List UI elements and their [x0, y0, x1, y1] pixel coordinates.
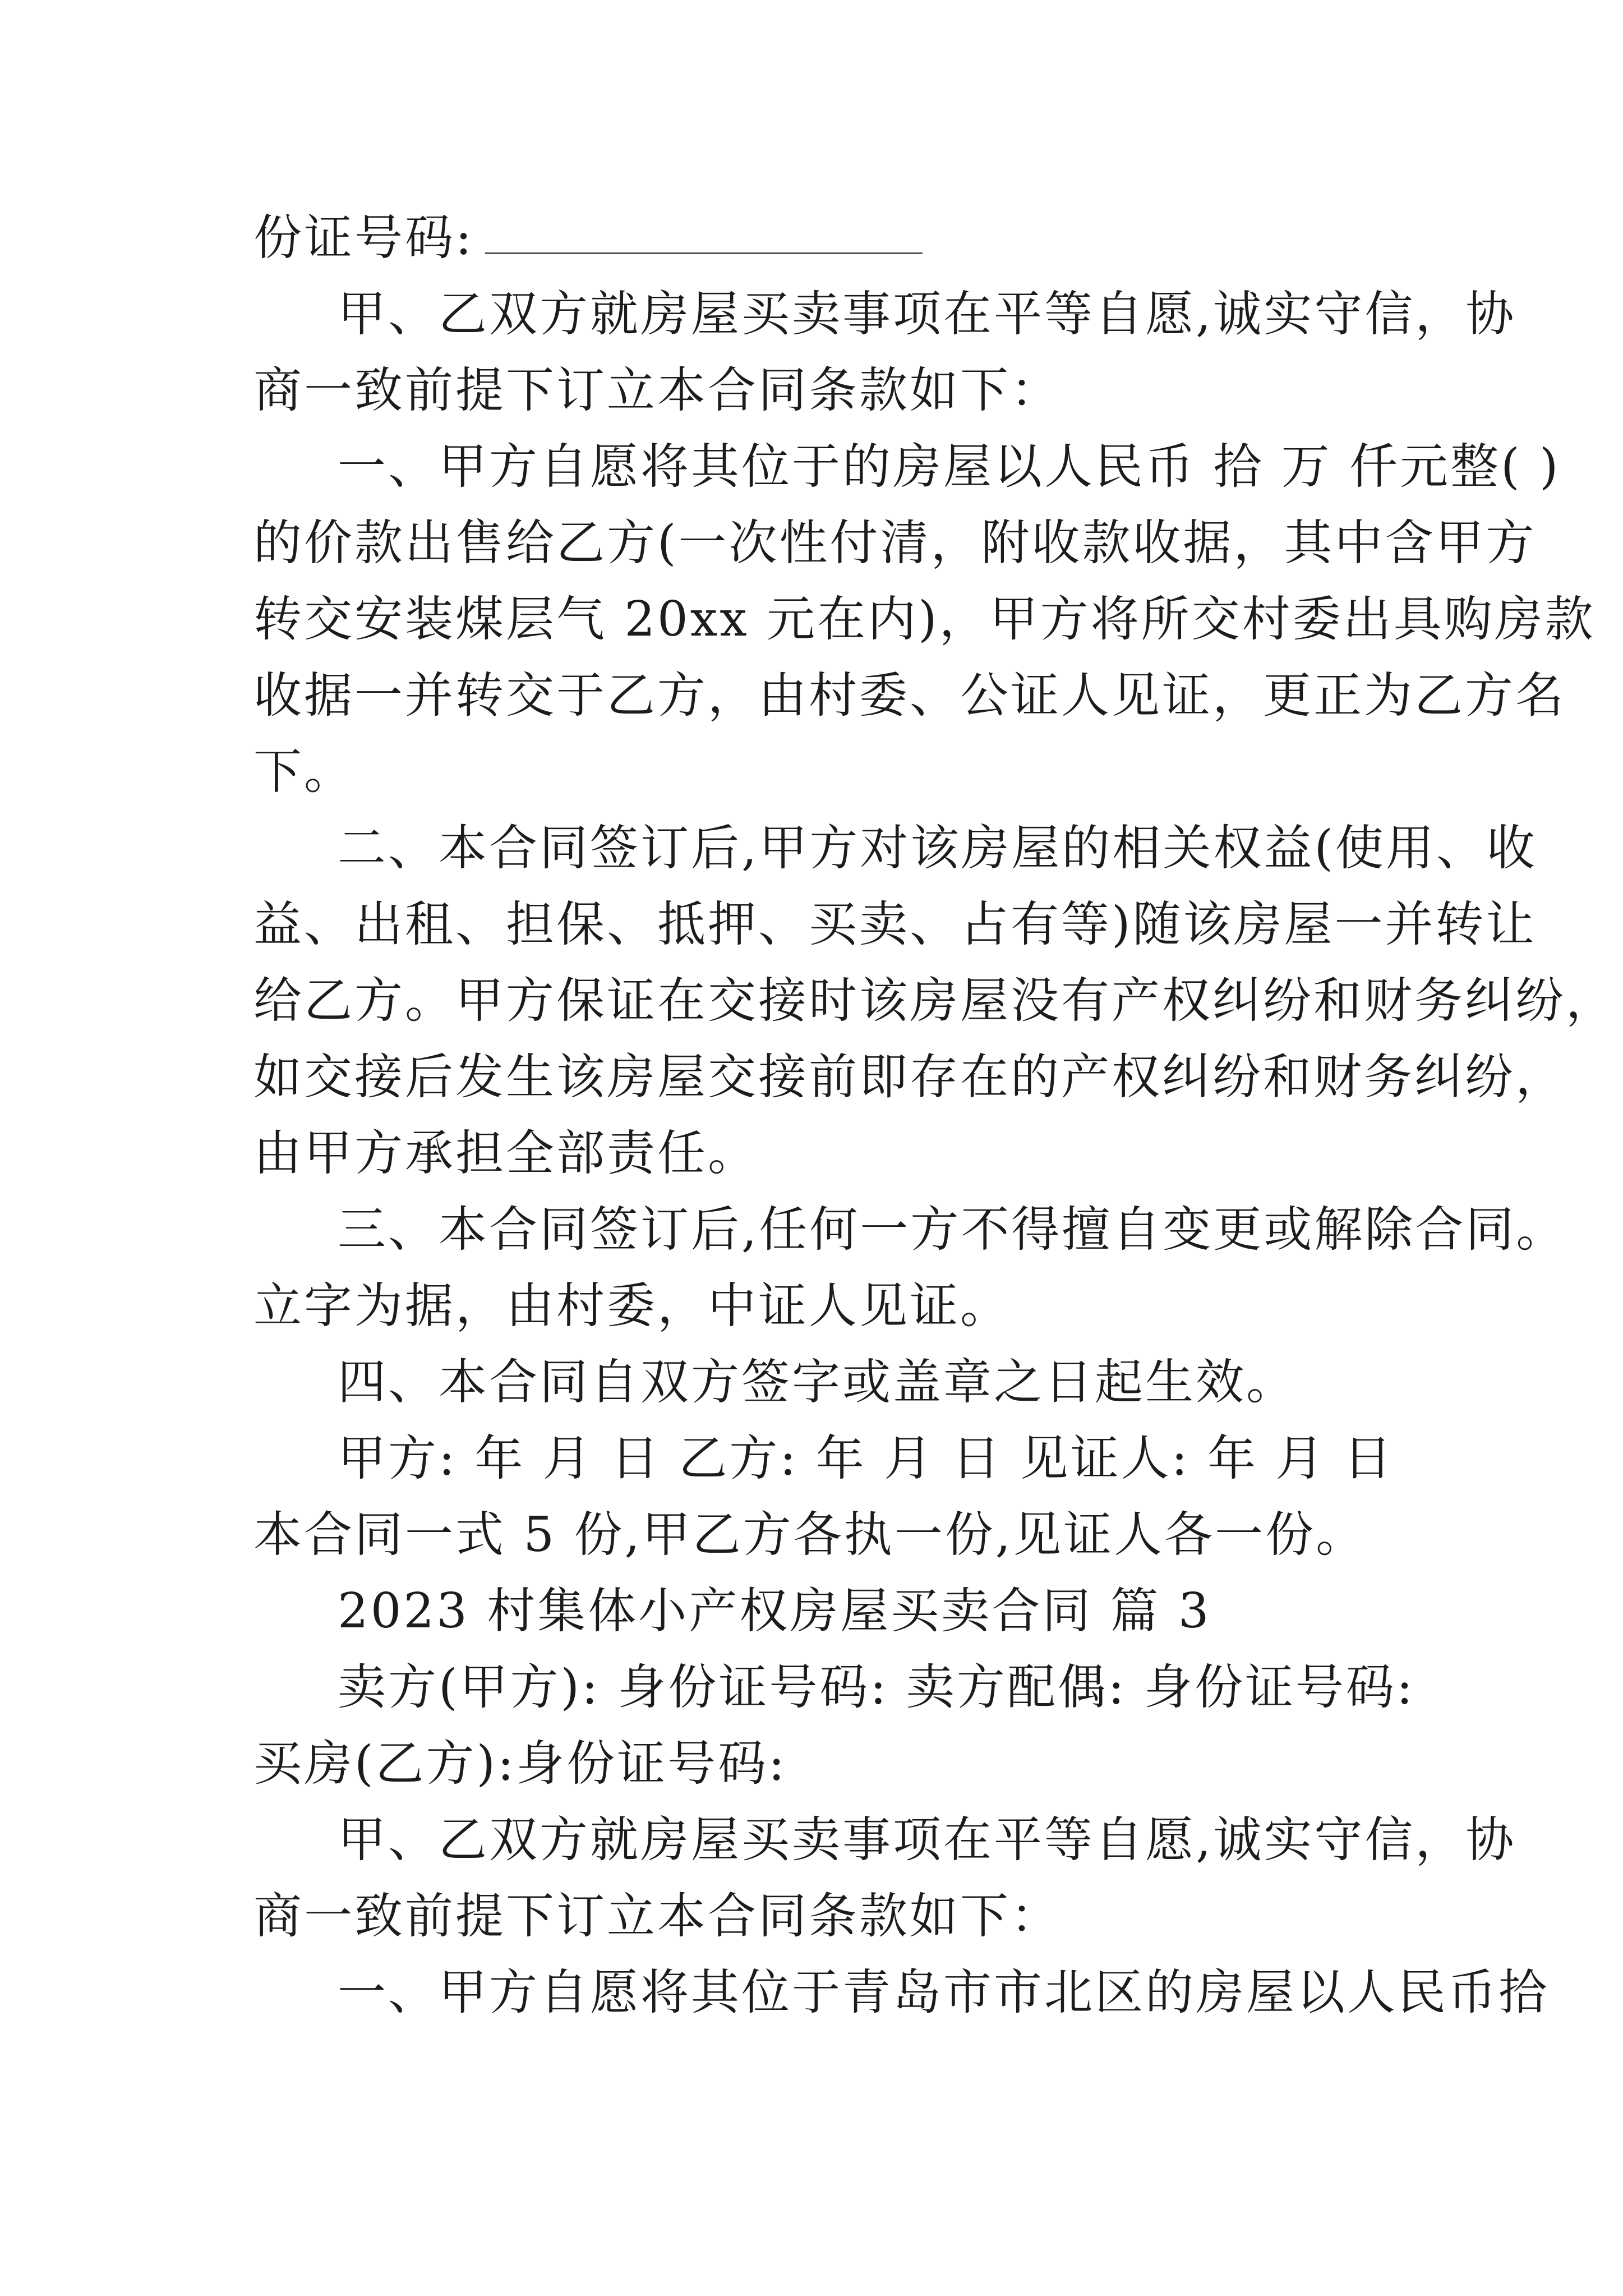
text-line: 立字为据，由村委，中证人见证。: [253, 1278, 1011, 1334]
text-line: 甲、乙双方就房屋买卖事项在平等自愿,诚实守信，协: [338, 1812, 1516, 1868]
text-line: 转交安装煤层气 20xx 元在内)，甲方将所交村委出具购房款: [253, 591, 1596, 647]
section-heading: 2023 村集体小产权房屋买卖合同 篇 3: [338, 1583, 1211, 1639]
text-line: 四、本合同自双方签字或盖章之日起生效。: [338, 1354, 1297, 1410]
text-line: 给乙方。甲方保证在交接时该房屋没有产权纠纷和财务纠纷，: [253, 973, 1616, 1029]
text-line: 买房(乙方):身份证号码:: [253, 1736, 787, 1792]
text-line: 一、甲方自愿将其位于的房屋以人民币 拾 万 仟元整( ): [338, 439, 1561, 495]
text-line: 收据一并转交于乙方，由村委、公证人见证，更正为乙方名: [253, 668, 1566, 724]
text-line: 甲方: 年 月 日 乙方: 年 月 日 见证人: 年 月 日: [338, 1430, 1394, 1487]
text-line: [253, 200, 1375, 276]
text-line: 二、本合同签订后,甲方对该房屋的相关权益(使用、收: [338, 820, 1537, 876]
text-line: 益、出租、担保、抵押、买卖、占有等)随该房屋一并转让: [253, 896, 1537, 953]
text-line: 三、本合同签订后,任何一方不得擅自变更或解除合同。: [338, 1202, 1567, 1258]
text-line: 商一致前提下订立本合同条款如下：: [253, 362, 1061, 418]
text-line-content: 份证号码:: [253, 210, 474, 266]
text-line: 本合同一式 5 份,甲乙方各执一份,见证人各一份。: [253, 1507, 1367, 1563]
text-line: 的价款出售给乙方(一次性付清，附收款收据，其中含甲方: [253, 515, 1537, 571]
blank-underline: [485, 213, 923, 254]
text-line: 一、甲方自愿将其位于青岛市市北区的房屋以人民币拾: [338, 1964, 1549, 2021]
text-line: 如交接后发生该房屋交接前即存在的产权纠纷和财务纠纷，: [253, 1049, 1566, 1105]
contract-text: [253, 200, 1616, 2031]
text-line: 甲、乙双方就房屋买卖事项在平等自愿,诚实守信，协: [338, 286, 1516, 342]
text-line: 下。: [253, 744, 354, 800]
text-line: 卖方(甲方): 身份证号码: 卖方配偶: 身份证号码:: [338, 1659, 1415, 1715]
text-line: 由甲方承担全部责任。: [253, 1125, 758, 1181]
text-line: 商一致前提下订立本合同条款如下：: [253, 1888, 1061, 1944]
